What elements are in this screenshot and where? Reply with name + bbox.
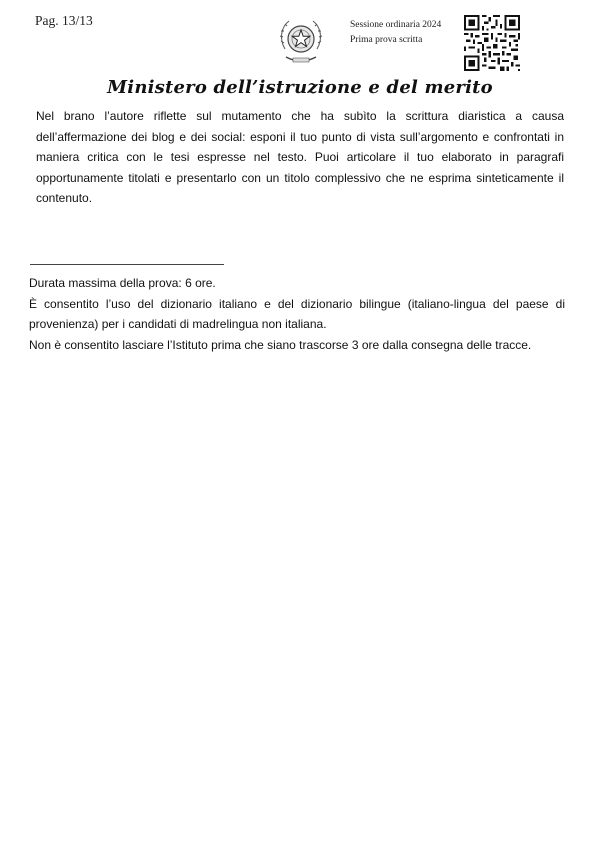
dictionary-note: È consentito l’uso del dizionario italiano e del dizionario bilingue (italiano-lingua del paese di provenienza) per i candidati di madrelingua non italiana.: [29, 296, 565, 331]
exam-notes: [29, 273, 565, 355]
ministry-title: Ministero dell’istruzione e del merito: [107, 77, 493, 98]
exam-prompt-paragraph: Nel brano l’autore riflette sul mutamento che ha subìto la scrittura diaristica a causa dell’affermazione dei blog e dei social: esponi il tuo punto di vista sull’argomento e confrontati in maniera critica con le tesi espresse nel testo. Puoi articolare il tuo elaborato in paragrafi opportunamente titolati e presentarlo con un titolo complessivo che ne esprima sinteticamente il contenuto.: [36, 109, 564, 205]
duration-note: Durata massima della prova: 6 ore.: [29, 276, 216, 290]
page-number: Pag. 13/13: [35, 13, 93, 28]
session-info: [350, 18, 441, 48]
exam-type-line: Prima prova scritta: [350, 35, 423, 45]
leave-rule-note: Non è consentito lasciare l’Istituto prima che siano trascorse 3 ore dalla consegna delle tracce.: [29, 337, 532, 352]
qr-code-icon: [464, 15, 520, 71]
italian-republic-emblem-icon: [276, 15, 326, 67]
footnote-divider: [30, 264, 224, 265]
session-line: Sessione ordinaria 2024: [350, 20, 442, 30]
